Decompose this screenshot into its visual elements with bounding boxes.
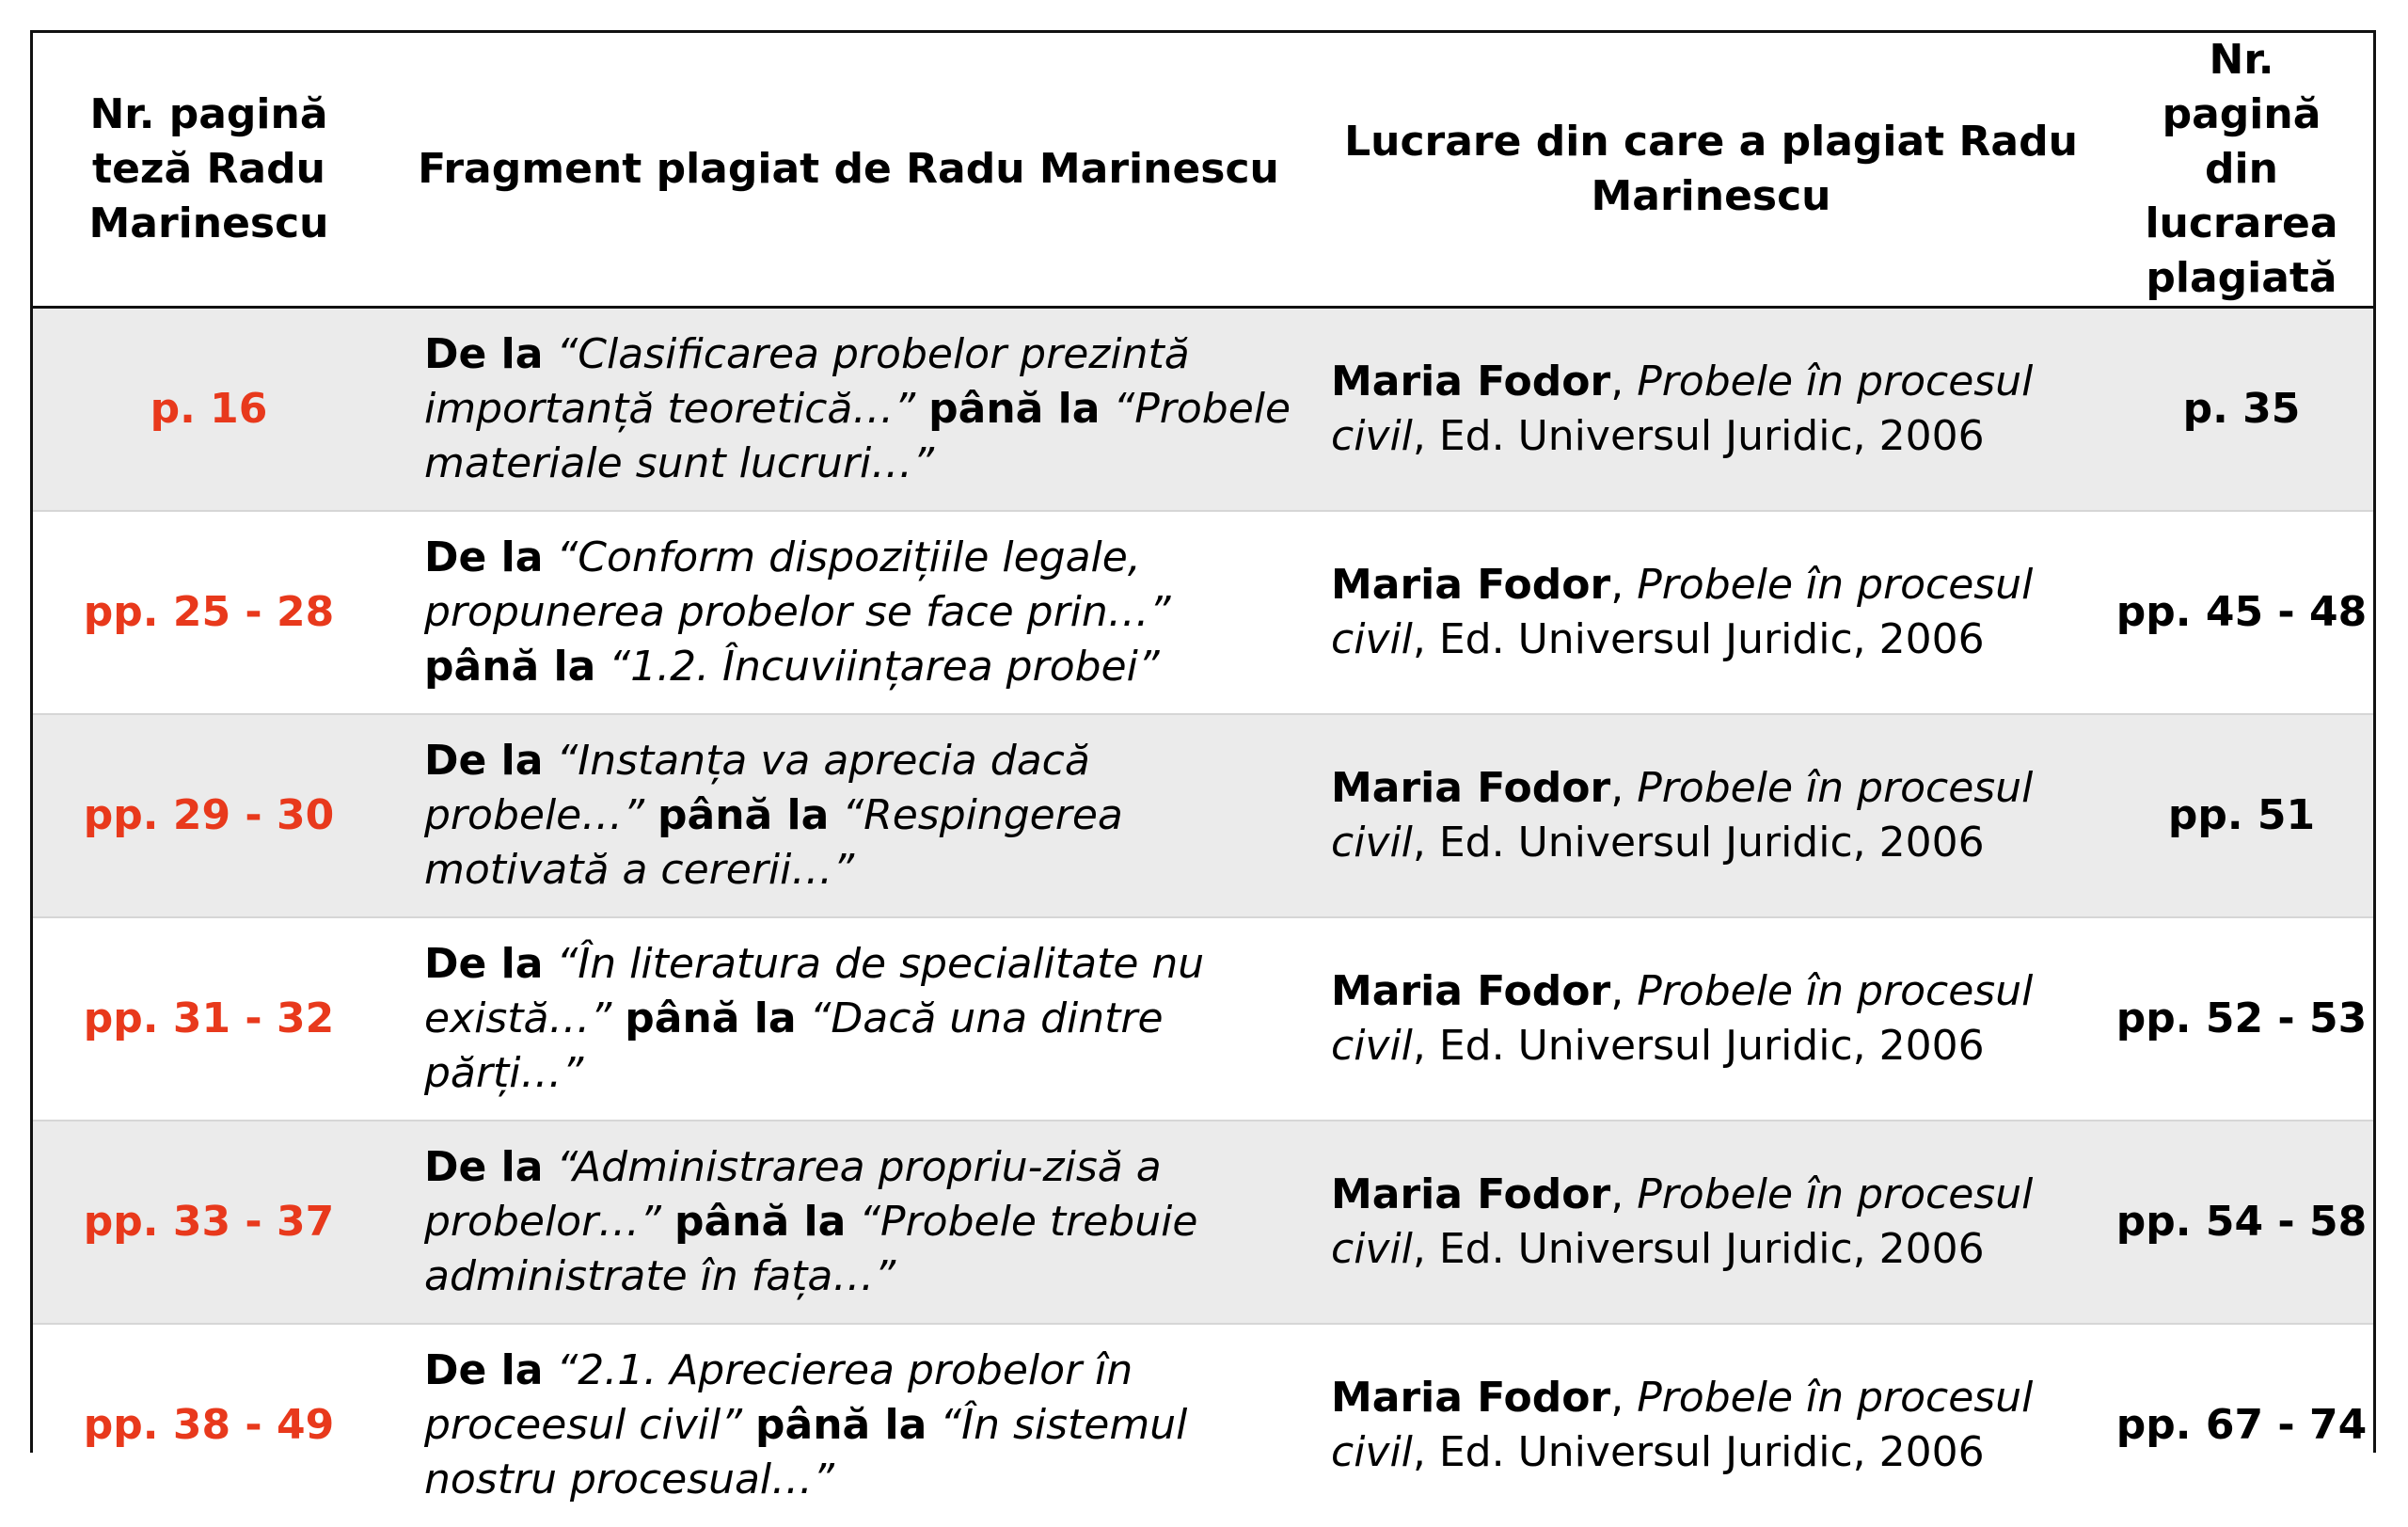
table-row [33,511,2373,714]
source-title: Probele în procesul civil [1331,560,2034,663]
to-label: până la [928,384,1101,433]
fragment-start: “În literatura de specialitate nu există…” [424,939,1205,1042]
from-label: De la [424,939,544,988]
thesis-pages: pp. 29 - 30 [83,790,335,839]
source-pages: pp. 52 - 53 [2115,994,2368,1042]
fragment-end: “În sistemul nostru procesual…” [424,1401,1188,1503]
source-author: Maria Fodor [1331,966,1611,1015]
source-work-cell [1312,1121,2110,1324]
source-pages: pp. 54 - 58 [2115,1197,2368,1246]
fragment-cell [385,308,1312,511]
source-title: Probele în procesul civil [1331,966,2034,1070]
from-label: De la [424,329,544,378]
thesis-pages-cell [33,714,385,917]
from-label: De la [424,533,544,581]
thesis-pages-cell [33,308,385,511]
source-work-cell [1312,1324,2110,1527]
source-publisher: , Ed. Universul Juridic, 2006 [1412,1428,1985,1476]
source-sep: , [1610,560,1638,609]
header-fragment: Fragment plagiat de Radu Marinescu [385,33,1312,308]
source-sep: , [1610,1374,1638,1422]
source-author: Maria Fodor [1331,357,1611,406]
source-publisher: , Ed. Universul Juridic, 2006 [1412,411,1985,460]
source-title: Probele în procesul civil [1331,357,2034,460]
fragment-end: “1.2. Încuviințarea probei” [609,642,1160,691]
source-author: Maria Fodor [1331,1169,1611,1218]
plagiarism-table-frame [30,30,2376,1503]
thesis-pages: pp. 33 - 37 [83,1197,335,1246]
source-pages: pp. 51 [2167,790,2316,839]
table-row [33,714,2373,917]
to-label: până la [657,790,830,839]
to-label: până la [673,1197,847,1246]
fragment-end: “Probele trebuie administrate în fața…” [424,1197,1198,1300]
thesis-pages: pp. 38 - 49 [83,1401,335,1449]
source-author: Maria Fodor [1331,1374,1611,1422]
thesis-pages-cell [33,1324,385,1527]
source-pages-cell [2110,511,2373,714]
source-sep: , [1610,966,1638,1015]
source-work-cell [1312,714,2110,917]
fragment-end: “Dacă una dintre părți…” [424,994,1164,1097]
source-sep: , [1610,1169,1638,1218]
fragment-cell [385,1121,1312,1324]
thesis-pages-cell [33,1121,385,1324]
source-pages-cell [2110,1324,2373,1527]
header-source-work: Lucrare din care a plagiat Radu Marinescu [1312,33,2110,308]
fragment-cell [385,511,1312,714]
source-work-cell [1312,511,2110,714]
thesis-pages: pp. 25 - 28 [83,587,335,636]
source-pages: p. 35 [2182,384,2301,433]
table-row [33,1121,2373,1324]
source-pages-cell [2110,308,2373,511]
header-source-page: Nr. pagină din lucrarea plagiată [2110,33,2373,308]
source-pages-cell [2110,917,2373,1121]
source-title: Probele în procesul civil [1331,1374,2034,1476]
source-title: Probele în procesul civil [1331,1169,2034,1273]
from-label: De la [424,1142,544,1191]
source-author: Maria Fodor [1331,763,1611,812]
header-thesis-page: Nr. pagină teză Radu Marinescu [33,33,385,308]
table-row [33,308,2373,511]
to-label: până la [625,994,797,1042]
source-author: Maria Fodor [1331,560,1611,609]
source-pages: pp. 67 - 74 [2115,1401,2368,1449]
fragment-start: “2.1. Aprecierea probelor în proceesul civil” [424,1346,1133,1449]
thesis-pages: p. 16 [150,384,268,433]
source-pages: pp. 45 - 48 [2115,587,2368,636]
source-work-cell [1312,308,2110,511]
source-pages-cell [2110,714,2373,917]
source-title: Probele în procesul civil [1331,763,2034,867]
fragment-start: “Instanța va aprecia dacă probele…” [424,736,1090,839]
source-publisher: , Ed. Universul Juridic, 2006 [1412,1021,1985,1070]
table-row [33,917,2373,1121]
fragment-end: “Probele materiale sunt lucruri…” [424,384,1291,487]
table-header-row [33,33,2373,308]
source-pages-cell [2110,1121,2373,1324]
source-publisher: , Ed. Universul Juridic, 2006 [1412,818,1985,867]
source-publisher: , Ed. Universul Juridic, 2006 [1412,614,1985,663]
source-sep: , [1610,357,1638,406]
thesis-pages-cell [33,511,385,714]
fragment-cell [385,714,1312,917]
to-label: până la [755,1401,927,1449]
source-work-cell [1312,917,2110,1121]
fragment-start: “Administrarea propriu-zisă a probelor…” [424,1142,1162,1246]
source-sep: , [1610,763,1638,812]
fragment-start: “Clasificarea probelor prezintă importanță teoretică…” [424,329,1190,433]
table-row [33,1324,2373,1527]
plagiarism-table [33,33,2373,1527]
fragment-cell [385,1324,1312,1527]
from-label: De la [424,736,544,785]
fragment-end: “Respingerea motivată a cererii…” [424,790,1123,894]
source-publisher: , Ed. Universul Juridic, 2006 [1412,1224,1985,1273]
fragment-cell [385,917,1312,1121]
thesis-pages-cell [33,917,385,1121]
fragment-start: “Conform dispozițiile legale, propunerea probelor se face prin…” [424,533,1171,636]
to-label: până la [424,642,596,691]
from-label: De la [424,1346,544,1394]
thesis-pages: pp. 31 - 32 [83,994,335,1042]
